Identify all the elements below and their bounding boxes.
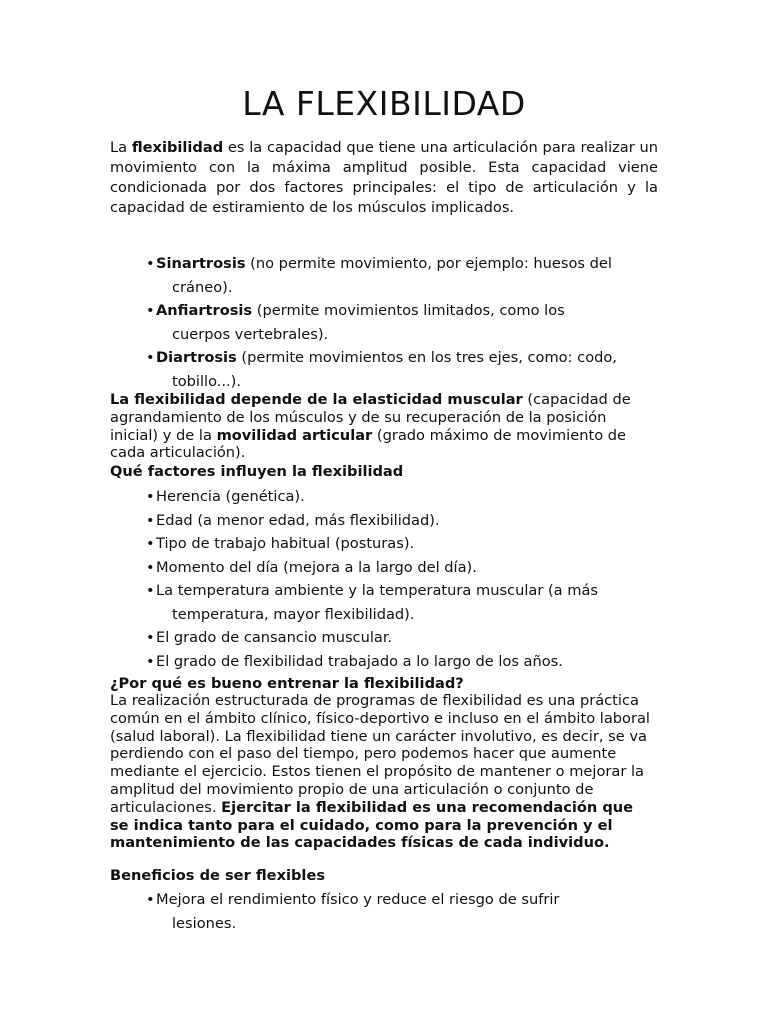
benefits-heading <box>110 867 650 885</box>
elasticity-bold: La flexibilidad depende de la elasticidad muscular <box>110 391 523 408</box>
list-item <box>146 509 666 533</box>
list-item-term: Anfiartrosis <box>156 302 253 319</box>
list-item <box>146 485 666 509</box>
list-item-text: Mejora el rendimiento físico y reduce el riesgo de sufrir <box>156 891 560 908</box>
elasticity-text: (grado máximo de movimiento de cada articulación). <box>110 426 627 462</box>
list-item <box>146 532 666 556</box>
list-item-text: Momento del día (mejora a la largo del día). <box>156 558 477 576</box>
list-item-continuation: tobillo...). <box>172 372 241 390</box>
why-heading <box>110 675 650 693</box>
why-heading-text: ¿Por qué es bueno entrenar la flexibilidad? <box>110 675 464 692</box>
intro-paragraph <box>110 138 658 218</box>
list-item-continuation: lesiones. <box>172 914 237 932</box>
intro-link-term: estiramiento <box>212 199 305 216</box>
list-item-text: El grado de flexibilidad trabajado a lo largo de los años. <box>156 652 563 670</box>
list-item <box>146 346 666 393</box>
list-item <box>146 626 666 650</box>
list-item-text: (no permite movimiento, por ejemplo: huesos del <box>245 255 612 272</box>
benefits-heading-text: Beneficios de ser flexibles <box>110 867 326 884</box>
why-paragraph <box>110 692 650 852</box>
list-item-text: La temperatura ambiente y la temperatura muscular (a más <box>156 582 598 599</box>
factors-heading <box>110 463 650 481</box>
intro-link-term: articulación <box>452 139 538 156</box>
list-item-text: El grado de cansancio muscular. <box>156 629 393 646</box>
intro-text: es la capacidad que tiene una <box>223 139 453 156</box>
list-item-text: Herencia (genética). <box>156 488 305 505</box>
intro-bold-term: flexibilidad <box>131 139 224 156</box>
list-item-continuation: cráneo). <box>172 278 233 296</box>
intro-text: para realizar un movimiento con la máxima amplitud posible. Esta capacidad viene condicionada por dos factores principales: el tipo de articulación y la capacidad de <box>110 139 658 216</box>
list-item <box>146 252 666 299</box>
list-item <box>146 650 666 674</box>
list-item <box>146 888 666 935</box>
list-item <box>146 556 666 580</box>
elasticity-text: (capacidad de agrandamiento de los músculos y de su recuperación de la posición inicial) y de la <box>110 391 631 444</box>
list-item-text: Edad (a menor edad, más flexibilidad). <box>156 511 440 529</box>
list-item-text: Tipo de trabajo habitual (posturas). <box>156 535 415 552</box>
page-title: LA FLEXIBILIDAD <box>242 84 526 123</box>
intro-text: de los músculos implicados. <box>304 199 515 216</box>
why-text: La realización estructurada de programas de flexibilidad es una práctica común en el ámbito clínico, físico-deportivo e incluso en el ámbito laboral (salud laboral). La flexibilidad tiene un carácter involutivo, es decir, se va perdiendo con el paso del tiempo, pero podemos hacer que aumente mediante el ejercicio. Estos tienen el propósito de mantener o mejorar la amplitud del movimiento propio de una articulación o conjunto de articulaciones. <box>110 692 650 816</box>
joint-types-list <box>146 252 666 393</box>
mobility-bold: movilidad articular <box>216 426 373 444</box>
factors-list <box>146 485 666 673</box>
list-item <box>146 579 666 626</box>
list-item-term: Diartrosis <box>156 349 237 366</box>
benefits-list <box>146 888 666 935</box>
intro-text: La <box>110 139 132 156</box>
list-item-text: (permite movimientos en los tres ejes, como: codo, <box>236 349 617 366</box>
list-item-continuation: temperatura, mayor flexibilidad). <box>172 605 415 623</box>
elasticity-paragraph <box>110 391 650 462</box>
factors-heading-text: Qué factores influyen la flexibilidad <box>110 463 404 480</box>
list-item-continuation: cuerpos vertebrales). <box>172 325 329 343</box>
list-item <box>146 299 666 346</box>
list-item-text: (permite movimientos limitados, como los <box>252 302 565 319</box>
why-bold-text: Ejercitar la flexibilidad es una recomendación que se indica tanto para el cuidado, como para la prevención y el mantenimiento de las capacidades físicas de cada individuo. <box>110 798 634 852</box>
list-item-term: Sinartrosis <box>156 255 246 272</box>
